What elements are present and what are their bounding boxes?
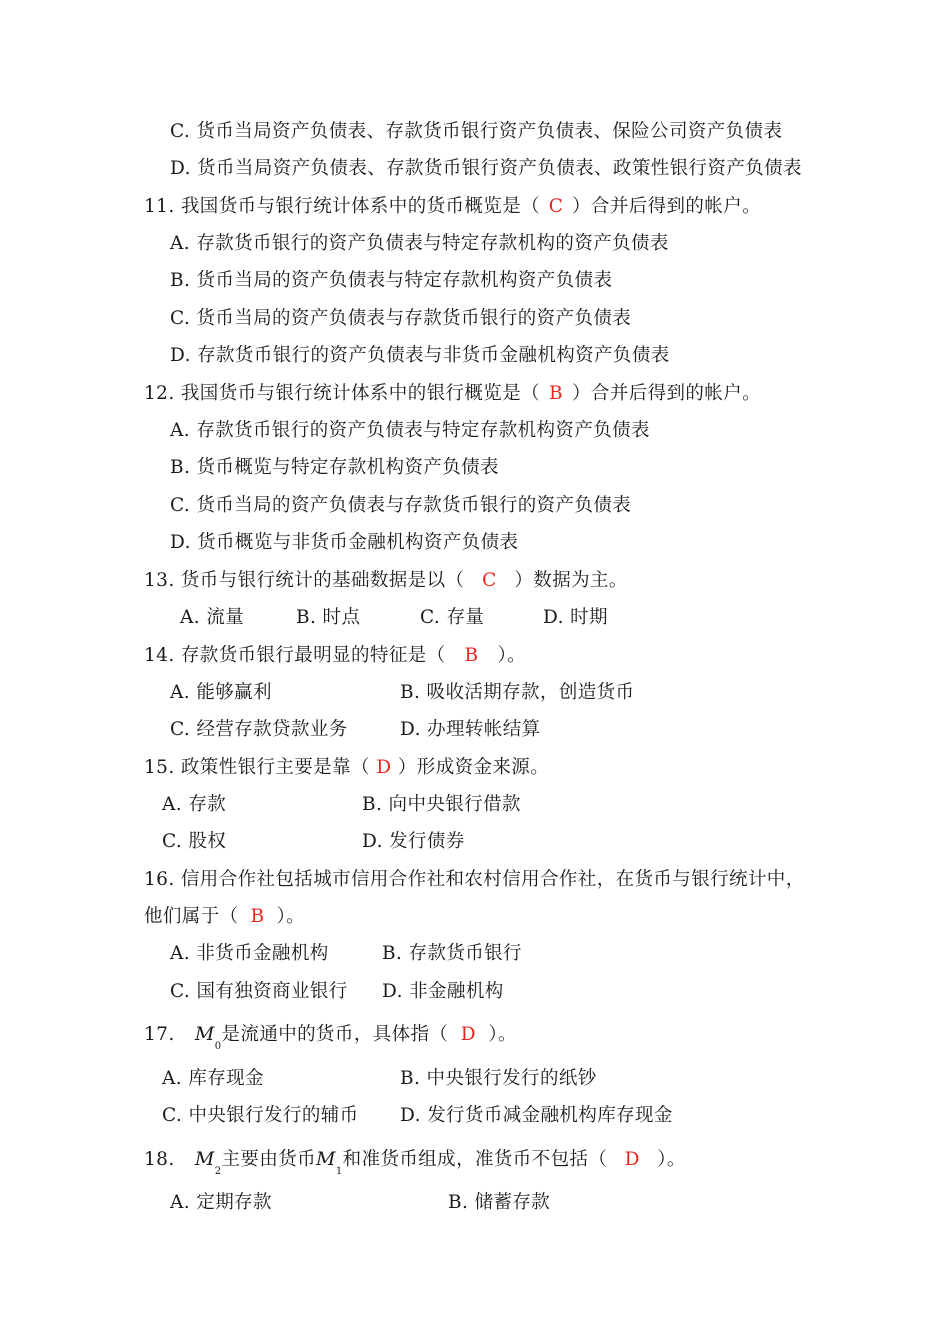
q18-stem-end: ）。 [657,1149,686,1170]
q12-option-d: D. 货币概览与非货币金融机构资产负债表 [170,532,519,553]
q13-option-c: C. 存量 [420,607,485,628]
q17-option-c: C. 中央银行发行的辅币 [162,1105,359,1126]
q17-stem-text: 是流通中的货币，具体指（ [221,1024,449,1045]
q13-stem-end: ）数据为主。 [514,570,628,591]
q11-stem-text: 11. 我国货币与银行统计体系中的货币概览是（ [144,196,541,217]
q18-stem-text: 和准货币组成，准货币不包括（ [342,1149,608,1170]
q13-stem-text: 13. 货币与银行统计的基础数据是以（ [144,570,465,591]
q17-stem [144,1021,517,1060]
q14-option-b: B. 吸收活期存款，创造货币 [400,682,635,703]
q11-stem [144,194,761,220]
q11-option-d: D. 存款货币银行的资产负债表与非货币金融机构资产负债表 [170,345,670,366]
q18-number: 18. [144,1149,175,1170]
q18-stem-mid: 主要由货币 [221,1149,317,1170]
q14-answer: B [464,645,479,666]
q17-variable: M [194,1023,215,1045]
q17-option-a: A. 库存现金 [162,1068,264,1089]
q13-stem [144,568,628,594]
q17-number: 17. [144,1024,175,1045]
q13-option-d: D. 时期 [543,607,608,628]
q15-option-c: C. 股权 [162,831,227,852]
q14-stem-end: ）。 [497,645,527,666]
q10-option-d: D. 货币当局资产负债表、存款货币银行资产负债表、政策性银行资产负债表 [170,158,802,179]
q11-option-a: A. 存款货币银行的资产负债表与特定存款机构的资产负债表 [170,233,669,254]
q11-option-b: B. 货币当局的资产负债表与特定存款机构资产负债表 [170,270,613,291]
q18-variable-2: M [316,1148,336,1170]
q16-stem-end: ）。 [276,906,306,927]
q16-option-b: B. 存款货币银行 [382,943,522,964]
q18-variable-subscript: 2 [214,1166,222,1177]
q15-option-d: D. 发行债券 [362,831,465,852]
q17-variable-subscript: 0 [214,1041,222,1052]
q18-variable: M [194,1148,215,1170]
q11-answer: C [548,196,564,217]
q18-variable-2-subscript: 1 [335,1166,343,1177]
q12-answer: B [549,383,564,404]
q12-stem-end: ）合并后得到的帐户。 [572,383,762,404]
q18-option-b: B. 储蓄存款 [448,1192,551,1213]
q16-stem-text: 他们属于（ [144,906,239,927]
q10-option-c: C. 货币当局资产负债表、存款货币银行资产负债表、保险公司资产负债表 [170,121,783,142]
q18-answer: D [624,1149,640,1170]
q14-stem-text: 14. 存款货币银行最明显的特征是（ [144,645,446,666]
q16-option-a: A. 非货币金融机构 [170,943,329,964]
q17-stem-end: ）。 [488,1024,517,1045]
q13-answer: C [482,570,497,591]
q15-stem [144,755,549,781]
q14-option-a: A. 能够赢利 [170,682,272,703]
q17-option-b: B. 中央银行发行的纸钞 [400,1068,597,1089]
q12-stem-text: 12. 我国货币与银行统计体系中的银行概览是（ [144,383,541,404]
q16-stem-line1: 16. 信用合作社包括城市信用合作社和农村信用合作社，在货币与银行统计中， [144,869,805,890]
q12-option-c: C. 货币当局的资产负债表与存款货币银行的资产负债表 [170,495,632,516]
q16-stem-line2 [144,904,305,930]
q15-stem-text: 15. 政策性银行主要是靠（ [144,757,370,778]
q15-answer: D [376,757,392,778]
q12-option-b: B. 货币概览与特定存款机构资产负债表 [170,457,499,478]
q14-stem [144,643,526,669]
q13-option-b: B. 时点 [296,607,361,628]
q17-option-d: D. 发行货币减金融机构库存现金 [400,1105,673,1126]
q13-option-a: A. 流量 [180,607,245,628]
q14-option-c: C. 经营存款贷款业务 [170,719,348,740]
q15-stem-end: ）形成资金来源。 [397,757,550,778]
q12-stem [144,381,761,407]
q16-option-d: D. 非金融机构 [382,981,504,1002]
q16-answer: B [250,906,265,927]
q17-answer: D [460,1024,476,1045]
q11-stem-end: ）合并后得到的帐户。 [572,196,762,217]
q18-stem [144,1146,686,1185]
q15-option-b: B. 向中央银行借款 [362,794,521,815]
q16-option-c: C. 国有独资商业银行 [170,981,348,1002]
q18-option-a: A. 定期存款 [170,1192,272,1213]
q14-option-d: D. 办理转帐结算 [400,719,541,740]
q15-option-a: A. 存款 [162,794,227,815]
q11-option-c: C. 货币当局的资产负债表与存款货币银行的资产负债表 [170,308,632,329]
q12-option-a: A. 存款货币银行的资产负债表与特定存款机构资产负债表 [170,420,650,441]
